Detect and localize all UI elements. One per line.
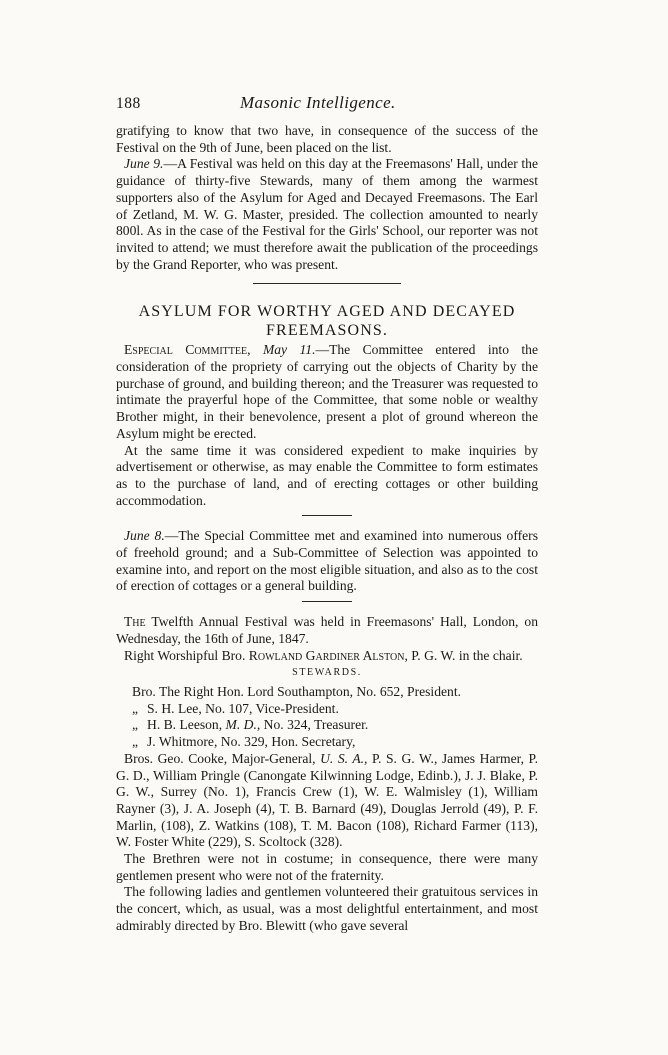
stewards-bros-pre: Bros. Geo. Cooke, Major-General, (124, 750, 321, 766)
stewards-label: STEWARDS. (292, 667, 362, 679)
date-june-8: June 8. (124, 528, 165, 544)
stewards-bros-post: P. S. G. W., James Harmer, P. G. D., William Pringle (Canongate Kilwinning Lodge, Edinb.), J. J. Blake, P. G. W., Surrey (No. 1), Francis Crew (1), W. E. Walmisley (1), William Rayner (3), J. A. Joseph (4), T. B. Barnard (49), Douglas Jerrold (49), P. F. Marlin, (108), Z. Watkins (108), T. M. Bacon (108), Richard Farmer (113), W. Foster White (229), S. Scoltock (328). (116, 750, 538, 850)
paragraph-festival-june-9 (116, 156, 538, 273)
steward-secretary-text: J. Whitmore, No. 329, Hon. Secretary, (147, 734, 356, 750)
steward-treasurer (116, 717, 538, 734)
paragraph-chairman (116, 648, 538, 665)
paragraph-twelfth-festival (116, 614, 538, 647)
paragraph-inquiries: At the same time it was considered expedient to make inquiries by advertisement or otherwise, as may enable the Committee to form estimates as to the purchase of land, and of erecting cottages or other building accommodation. (116, 442, 538, 508)
special-committee-text: —The Special Committee met and examined into numerous offers of freehold ground; and a Sub-Committee of Selection was appointed to examine into, and report on the most eligible situation, and also as to the cost of erection of cottages or a general building. (116, 528, 538, 594)
ditto-mark: „ (132, 734, 139, 750)
paragraph-continued: gratifying to know that two have, in consequence of the success of the Festival on the 9th of June, been placed on the list. (116, 123, 538, 155)
section-heading-line-2: FREEMASONS. (266, 322, 388, 340)
section-divider (253, 283, 401, 284)
date-may-11: May 11. (262, 342, 316, 358)
running-title: Masonic Intelligence. (240, 93, 396, 112)
paragraph-special-committee-june-8 (116, 528, 538, 595)
steward-president: Bro. The Right Hon. Lord Southampton, No. 652, President. (132, 683, 462, 699)
ditto-mark: „ (132, 717, 139, 733)
festival-june-9-text: —A Festival was held on this day at the Freemasons' Hall, under the guidance of thirty-five Stewards, many of them among the warmest supporters also of the Asylum for Aged and Decayed Freemasons. The Earl of Zetland, M. W. G. Master, presided. The collection amounted to nearly 800l. As in the case of the Festival for the Girls' School, our reporter was not invited to attend; we must therefore await the publication of the proceedings by the Grand Reporter, who was present. (116, 156, 538, 272)
paragraph-concert: The following ladies and gentlemen volunteered their gratuitous services in the concert, which, as usual, was a most delightful entertainment, and most admirably directed by Bro. Blewitt (who gave several (116, 884, 538, 933)
chairman-name: Rowland Gardiner Alston, (248, 647, 408, 663)
steward-treasurer-post: No. 324, Treasurer. (260, 717, 369, 733)
steward-vice-president (116, 701, 538, 718)
ditto-mark: „ (132, 700, 139, 716)
twelfth-festival-text: Twelfth Annual Festival was held in Freemasons' Hall, London, on Wednesday, the 16th of June, 1847. (116, 614, 538, 646)
paragraph-costume: The Brethren were not in costume; in consequence, there were many gentlemen present who were not of the fraternity. (116, 851, 538, 883)
steward-treasurer-md: M. D., (225, 717, 261, 733)
page-content (116, 95, 538, 935)
stewards-bros-usa: U. S. A., (320, 750, 368, 766)
stewards-list (116, 684, 538, 751)
the-lead: The (124, 614, 146, 630)
short-divider (302, 515, 352, 516)
steward-treasurer-pre: H. B. Leeson, (147, 717, 226, 733)
page-header (116, 95, 538, 123)
page-number: 188 (116, 95, 141, 112)
chairman-suffix: P. G. W. in the chair. (407, 647, 523, 663)
especial-committee-label: Especial Committee, (124, 342, 251, 358)
especial-committee-text: —The Committee entered into the consideration of the propriety of carrying out the objects of Charity by the purchase of ground, and building thereon; and the Treasurer was requested to intimate the prayerful hope of the Committee, that some noble or wealthy Brother might, in their benevolence, present a plot of ground whereon the Asylum might be erected. (116, 342, 539, 441)
paragraph-stewards-bros (116, 751, 538, 851)
date-june-9: June 9. (124, 156, 164, 172)
section-heading (116, 302, 538, 340)
section-heading-line-1: ASYLUM FOR WORTHY AGED AND DECAYED (138, 303, 516, 321)
steward-secretary (116, 734, 538, 751)
short-divider-2 (302, 601, 352, 602)
paragraph-especial-committee (116, 342, 538, 442)
steward-vice-president-text: S. H. Lee, No. 107, Vice-President. (147, 700, 339, 716)
chairman-prefix: Right Worshipful Bro. (124, 647, 249, 663)
